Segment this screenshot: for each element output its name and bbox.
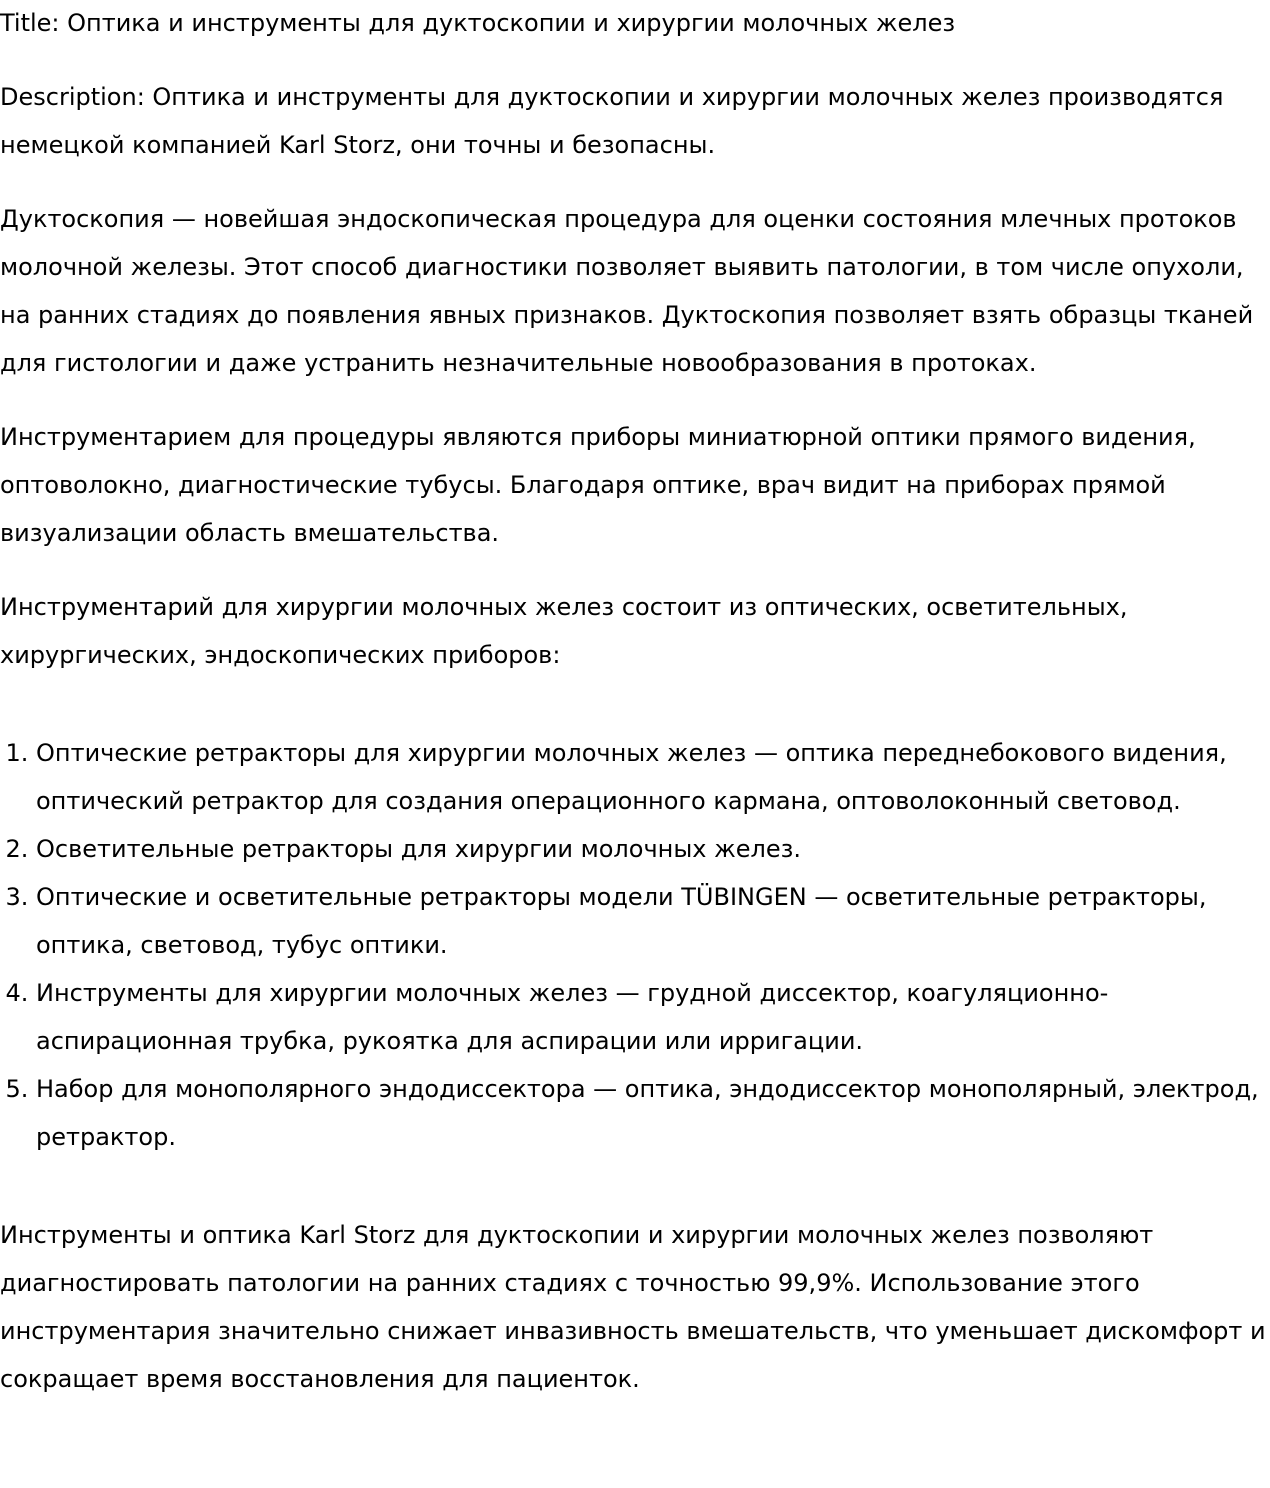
closing-paragraph: Инструменты и оптика Karl Storz для дуктоскопии и хирургии молочных желез позволяют диагностировать патологии на ранних стадиях с точностью 99,9%. Использование этого инструментария значительно снижает инвазивность вмешательств, что уменьшает дискомфорт и сокращает время восстановления для пациенток. (0, 1221, 1266, 1393)
description-line: Description: Оптика и инструменты для дуктоскопии и хирургии молочных желез производятся немецкой компанией Karl Storz, они точны и безопасны. (0, 83, 1224, 159)
list-item: 1. Оптические ретракторы для хирургии молочных желез — оптика переднебокового видения, оптический ретрактор для создания операционного кармана, оптоволоконный световод. (36, 729, 1270, 825)
paragraph-surgery-intro: Инструментарий для хирургии молочных желез состоит из оптических, осветительных, хирургических, эндоскопических приборов: (0, 593, 1128, 669)
list-item: 3. Оптические и осветительные ретракторы модели TÜBINGEN — осветительные ретракторы, оптика, световод, тубус оптики. (36, 873, 1270, 969)
paragraph-ductoscopy: Дуктоскопия — новейшая эндоскопическая процедура для оценки состояния млечных протоков молочной железы. Этот способ диагностики позволяет выявить патологии, в том числе опухоли, на ранних стадиях до появления явных признаков. Дуктоскопия позволяет взять образцы тканей для гистологии и даже устранить незначительные новообразования в протоках. (0, 205, 1254, 377)
list-item: 4. Инструменты для хирургии молочных желез — грудной диссектор, коагуляционно-аспирационная трубка, рукоятка для аспирации или ирригации. (36, 969, 1270, 1065)
title-line: Title: Оптика и инструменты для дуктоскопии и хирургии молочных желез (0, 9, 956, 37)
instrument-list (0, 729, 1270, 1161)
paragraph-instruments: Инструментарием для процедуры являются приборы миниатюрной оптики прямого видения, оптоволокно, диагностические тубусы. Благодаря оптике, врач видит на приборах прямой визуализации область вмешательства. (0, 423, 1196, 547)
list-item: 5. Набор для монополярного эндодиссектора — оптика, эндодиссектор монополярный, электрод, ретрактор. (36, 1065, 1270, 1161)
list-item: 2. Осветительные ретракторы для хирургии молочных желез. (36, 825, 1270, 873)
